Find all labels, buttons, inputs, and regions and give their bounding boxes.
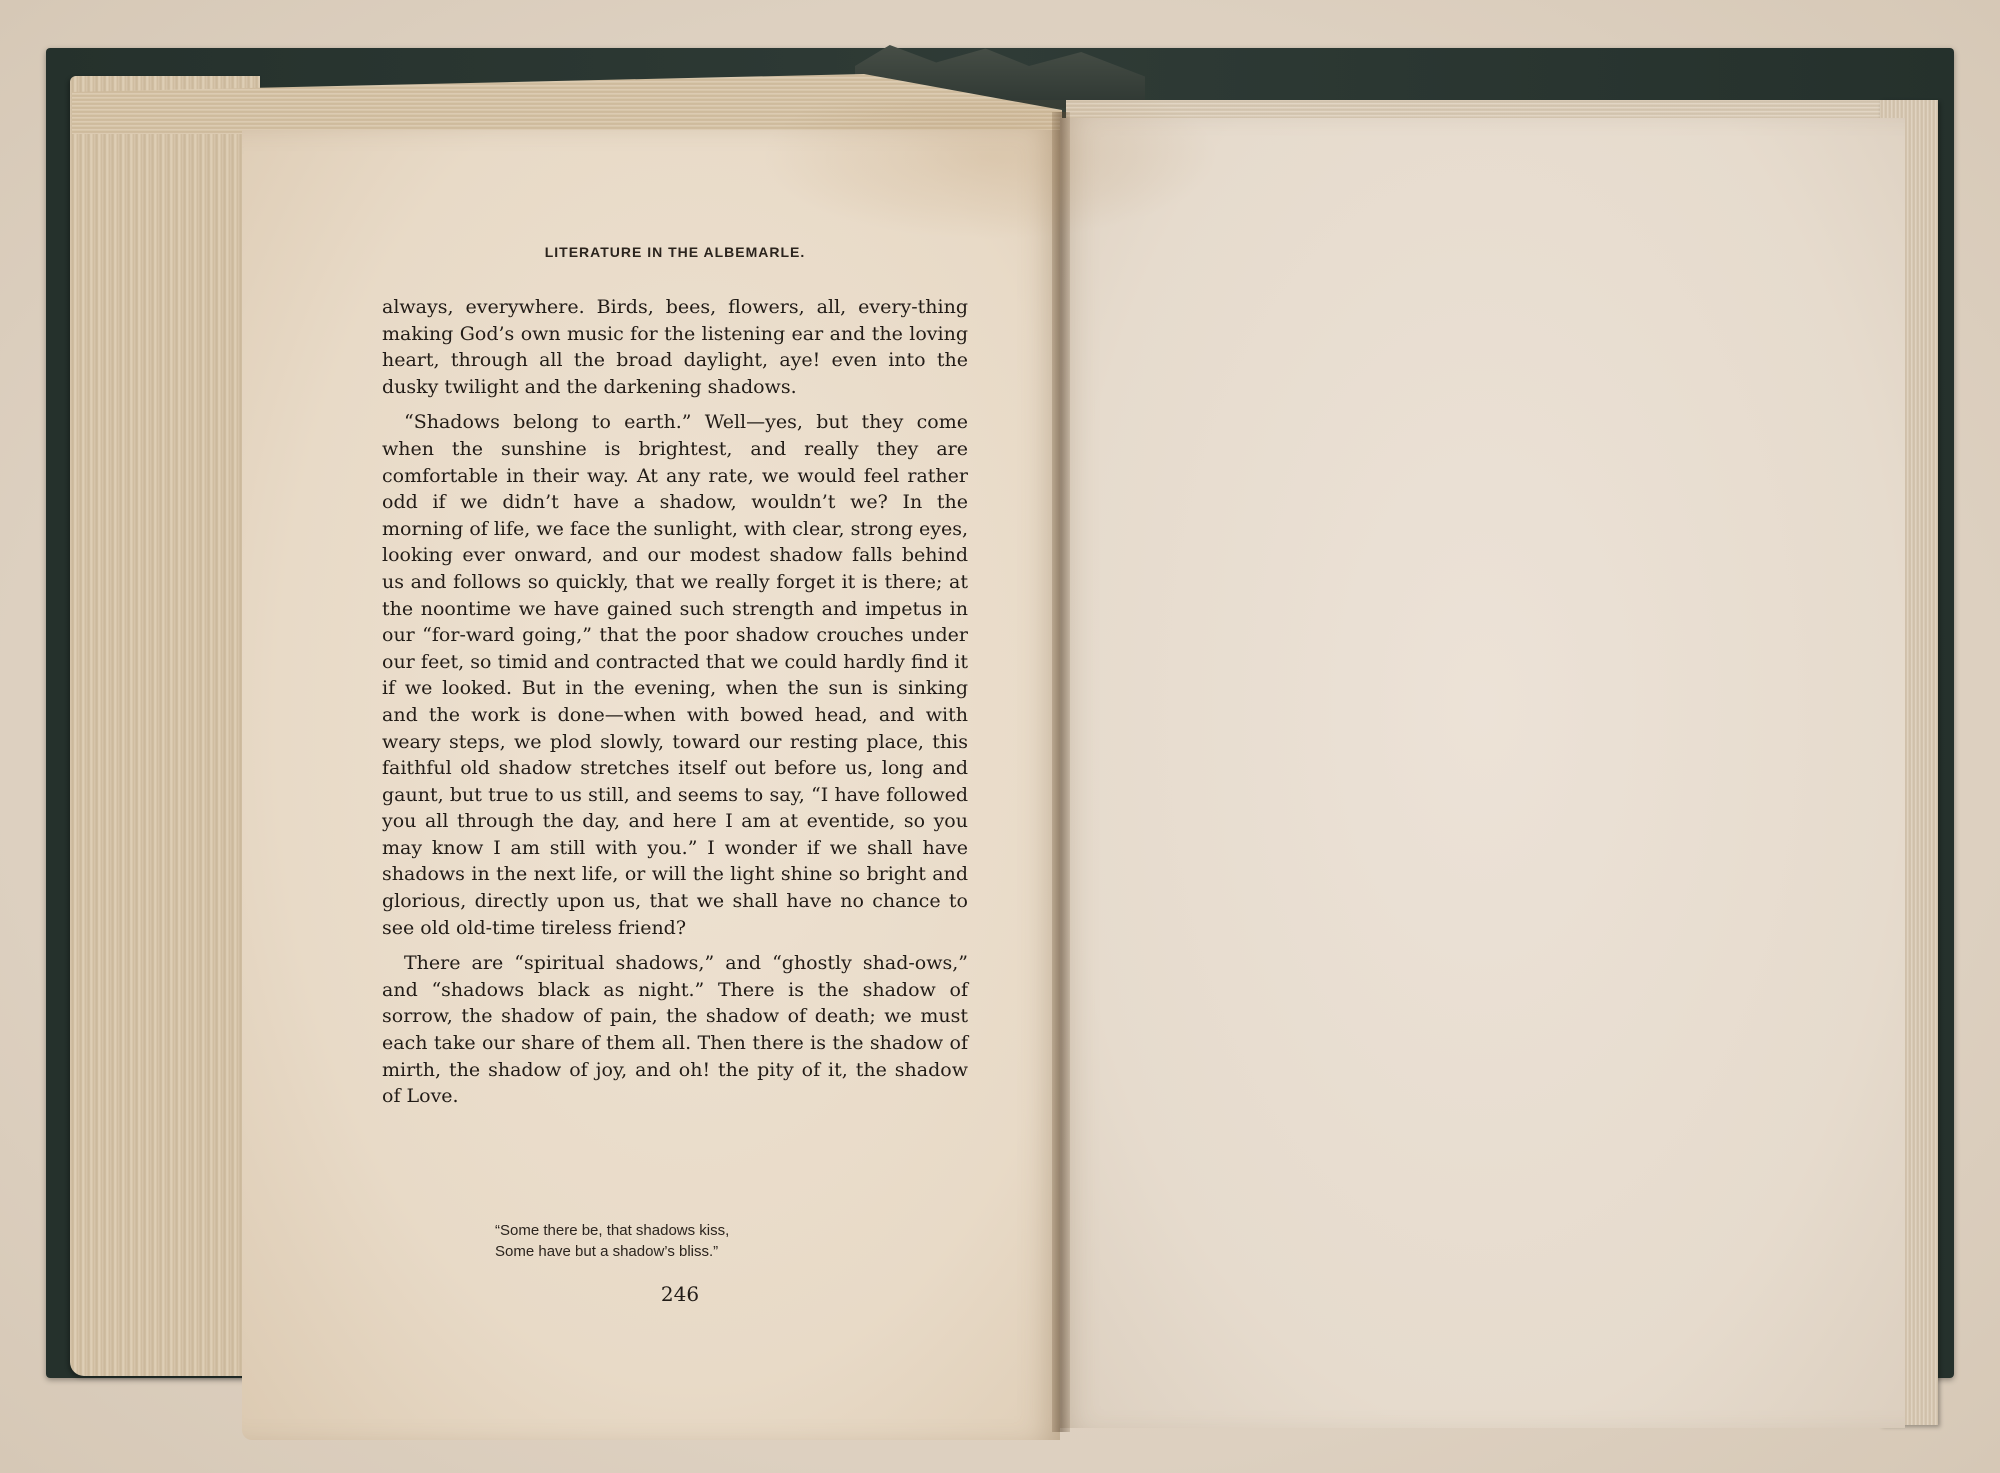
- paragraph: There are “spiritual shadows,” and “ghostly shad-ows,” and “shadows black as night.” There is the shadow of sorrow, the shadow of pain, the shadow of death; we must each take our share of them all. Then there is the shadow of mirth, the shadow of joy, and oh! the pity of it, the shadow of Love.: [382, 952, 968, 1108]
- epigraph: [495, 1220, 855, 1262]
- left-page-edges: [70, 76, 260, 1376]
- right-page-blank: [1060, 118, 1905, 1428]
- running-head: LITERATURE IN THE ALBEMARLE.: [544, 244, 806, 260]
- paragraph: always, everywhere. Birds, bees, flowers, all, every-thing making God’s own music for the listening ear and the loving heart, through all the broad daylight, aye! even into the dusky twilight and the darkening shadows.: [382, 296, 968, 398]
- epigraph-line: “Some there be, that shadows kiss,: [495, 1222, 730, 1239]
- body-text: [382, 294, 968, 1110]
- water-stain: [760, 100, 1220, 240]
- book-gutter: [1052, 112, 1070, 1432]
- paragraph: “Shadows belong to earth.” Well—yes, but they come when the sunshine is brightest, and really they are comfortable in their way. At any rate, we would feel rather odd if we didn’t have a shadow, wouldn’t we? In the morning of life, we face the sunlight, with clear, strong eyes, looking ever onward, and our modest shadow falls behind us and follows so quickly, that we really forget it is there; at the noontime we have gained such strength and impetus in our “for-ward going,” that the poor shadow crouches under our feet, so timid and contracted that we could hardly find it if we looked. But in the evening, when the sun is sinking and the work is done—when with bowed head, and with weary steps, we plod slowly, toward our resting place, this faithful old shadow stretches itself out before us, long and gaunt, but true to us still, and seems to say, “I have followed you all through the day, and here I am at eventide, so you may know I am still with you.” I wonder if we shall have shadows in the next life, or will the light shine so bright and glorious, directly upon us, that we shall have no chance to see old old-time tireless friend?: [382, 411, 968, 939]
- epigraph-line: Some have but a shadow’s bliss.”: [495, 1243, 719, 1260]
- page-number: 246: [660, 1282, 700, 1306]
